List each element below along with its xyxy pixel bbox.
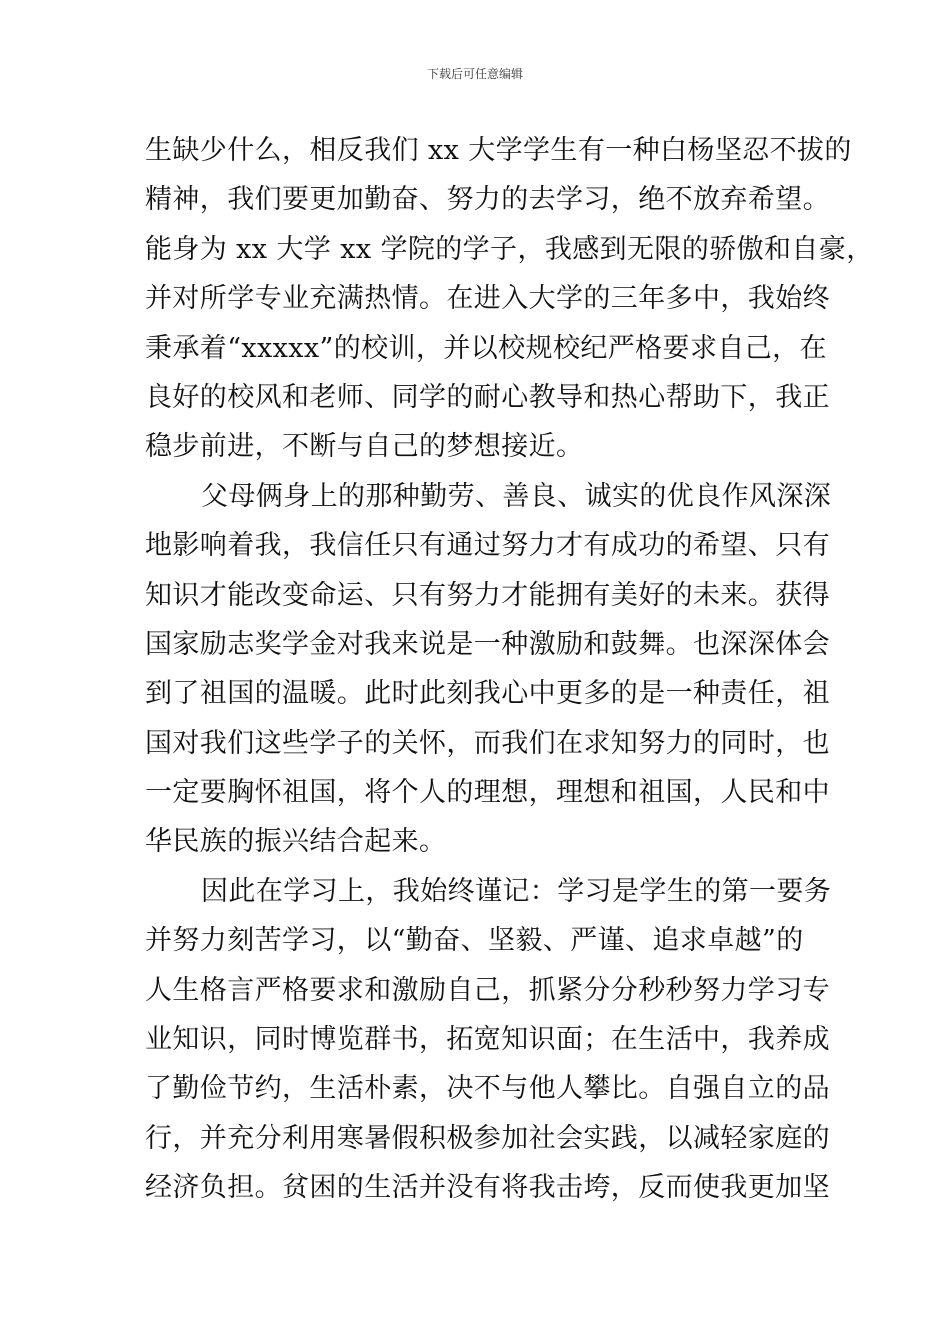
- text-line: 了勤俭节约，生活朴素，决不与他人攀比。自强自立的品: [145, 1073, 830, 1105]
- text-line: 行，并充分利用寒暑假积极参加社会实践，以减轻家庭的: [145, 1122, 830, 1154]
- text-line: 知识才能改变命运、只有努力才能拥有美好的未来。获得: [145, 579, 830, 611]
- text-line: 国对我们这些学子的关怀，而我们在求知努力的同时，也: [145, 727, 830, 759]
- text-line: 一定要胸怀祖国，将个人的理想，理想和祖国，人民和中: [145, 777, 830, 809]
- text-line: 因此在学习上，我始终谨记：学习是学生的第一要务: [201, 875, 832, 907]
- text-line: 秉承着“xxxxx”的校训，并以校规校纪严格要求自己，在: [145, 332, 827, 364]
- text-line: 生缺少什么，相反我们 xx 大学学生有一种白杨坚忍不拔的: [145, 135, 852, 166]
- text-line: 精神，我们要更加勤奋、努力的去学习，绝不放弃希望。: [145, 184, 830, 216]
- text-line: 良好的校风和老师、同学的耐心教导和热心帮助下，我正: [145, 381, 830, 413]
- text-line: 稳步前进，不断与自己的梦想接近。: [145, 431, 584, 463]
- text-line: 并努力刻苦学习，以“勤奋、坚毅、严谨、追求卓越”的: [145, 925, 804, 957]
- text-line: 到了祖国的温暖。此时此刻我心中更多的是一种责任，祖: [145, 678, 830, 710]
- text-line: 经济负担。贫困的生活并没有将我击垮，反而使我更加坚: [145, 1172, 830, 1204]
- text-line: 华民族的振兴结合起来。: [145, 826, 447, 858]
- page-header: 下载后可任意编辑: [426, 67, 523, 81]
- text-line: 地影响着我，我信任只有通过努力才有成功的希望、只有: [145, 530, 830, 562]
- text-line: 父母俩身上的那种勤劳、善良、诚实的优良作风深深: [201, 480, 832, 512]
- document-body: [145, 126, 874, 1213]
- text-line: 国家励志奖学金对我来说是一种激励和鼓舞。也深深体会: [145, 628, 830, 660]
- text-line: 并对所学专业充满热情。在进入大学的三年多中，我始终: [145, 283, 830, 315]
- text-line: 业知识，同时博览群书，拓宽知识面；在生活中，我养成: [145, 1024, 830, 1056]
- text-line: 能身为 xx 大学 xx 学院的学子，我感到无限的骄傲和自豪，: [145, 233, 874, 265]
- text-line: 人生格言严格要求和激励自己，抓紧分分秒秒努力学习专: [145, 974, 830, 1006]
